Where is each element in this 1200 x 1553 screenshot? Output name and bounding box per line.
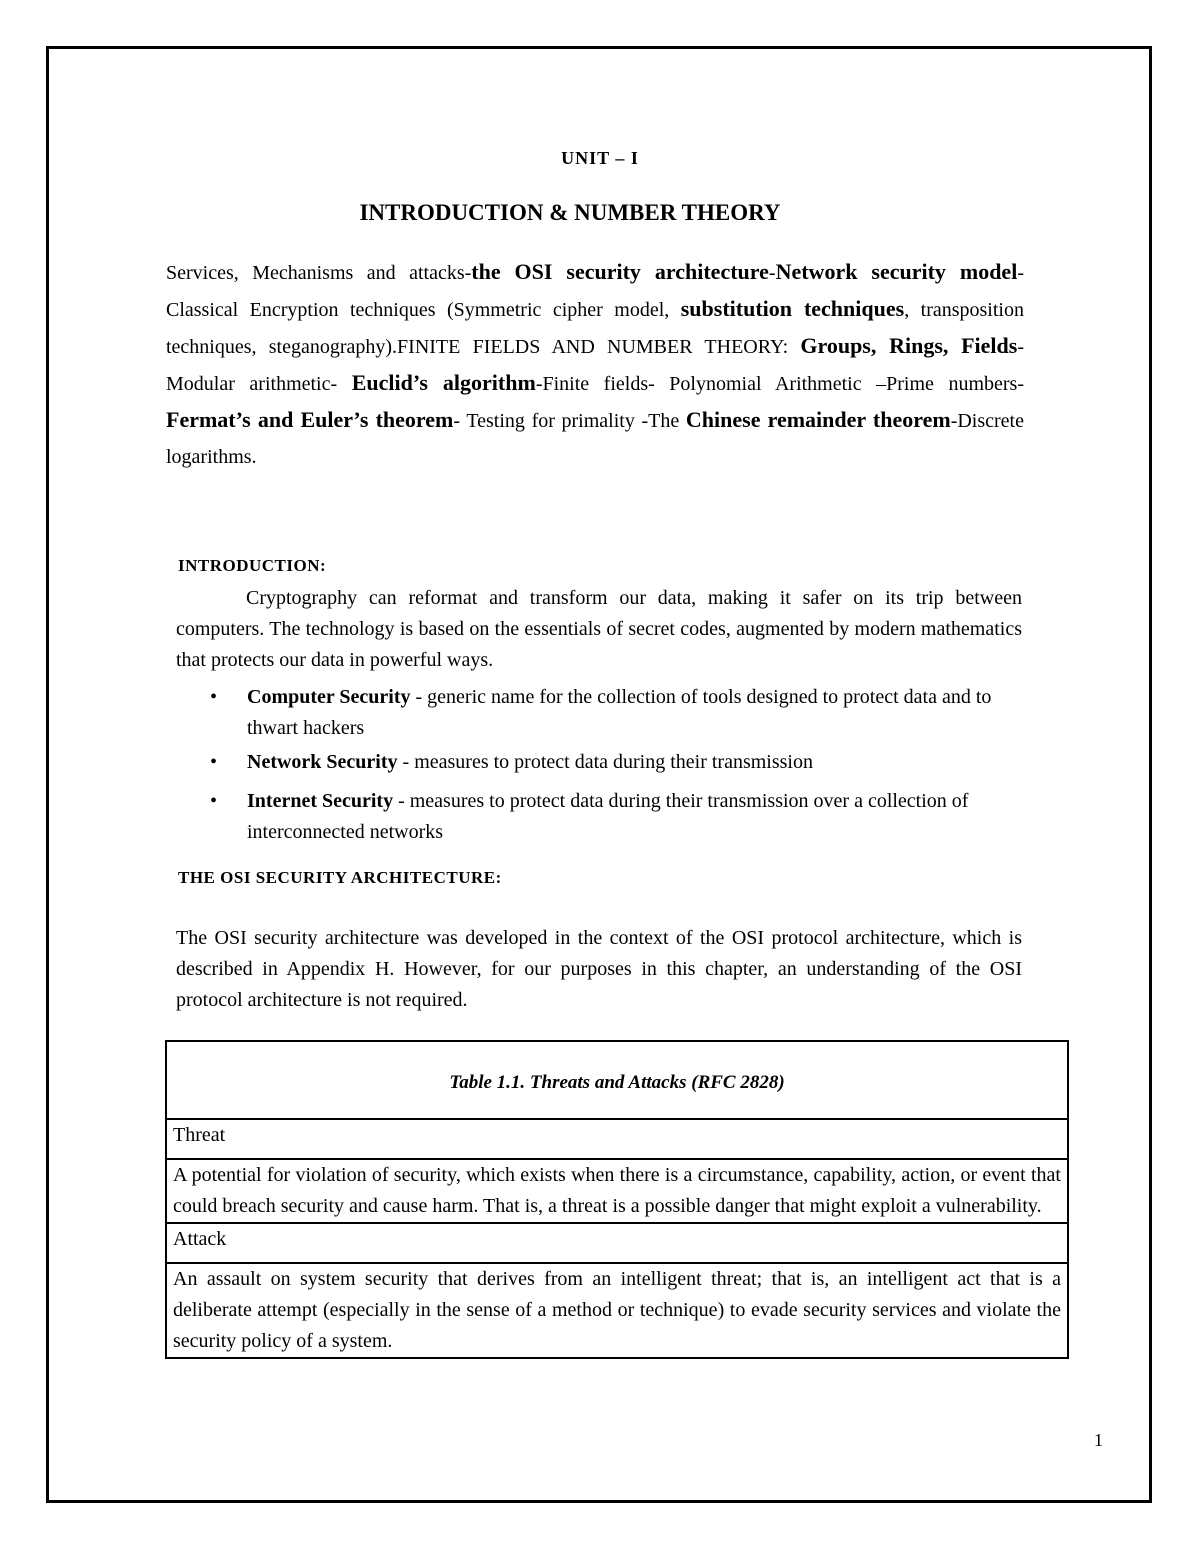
page-number: 1: [1094, 1430, 1103, 1450]
syllabus-topic: substitution techniques: [680, 296, 905, 321]
table-term-cell: Threat: [166, 1119, 1068, 1159]
syllabus-text: -: [768, 262, 776, 284]
syllabus-text: Services, Mechanisms and attacks-: [166, 262, 472, 284]
bullet-icon: •: [210, 686, 218, 708]
syllabus-topic: Network security model: [775, 259, 1018, 284]
table-row: [166, 1223, 1068, 1263]
unit-title: UNIT – I: [561, 148, 639, 168]
table-caption: Table 1.1. Threats and Attacks (RFC 2828): [166, 1041, 1068, 1119]
osi-paragraph: The OSI security architecture was developed in the context of the OSI protocol architecture, which is described in Appendix H. However, for our purposes in this chapter, an understanding of the OSI protocol architecture is not required.: [176, 927, 1022, 1011]
syllabus-paragraph: [166, 254, 1024, 475]
list-item: [176, 682, 1022, 744]
table-row: [166, 1119, 1068, 1159]
page-title: INTRODUCTION & NUMBER THEORY: [359, 200, 781, 225]
syllabus-text: - Testing for primality -The: [453, 410, 686, 432]
bullet-icon: •: [210, 751, 218, 773]
syllabus-topic: the OSI security architecture: [471, 259, 769, 284]
table-definition-cell: An assault on system security that derives from an intelligent threat; that is, an intelligent act that is a deliberate attempt (especially in the sense of a method or technique) to evade security services and violate the security policy of a system.: [166, 1263, 1068, 1358]
list-item-term: Internet Security: [247, 790, 394, 812]
syllabus-text: -Classical Encryption techniques (Symmetric cipher model,: [166, 262, 1024, 321]
syllabus-text: -Discrete logarithms.: [166, 410, 1024, 468]
list-item: [176, 786, 1022, 848]
syllabus-text: -Modular arithmetic-: [166, 336, 1024, 395]
syllabus-topic: Euclid’s algorithm: [351, 370, 536, 395]
bullet-icon: •: [210, 790, 218, 812]
table-definition-cell: A potential for violation of security, which exists when there is a circumstance, capability, action, or event that could breach security and cause harm. That is, a threat is a possible danger that might exploit a vulnerability.: [166, 1159, 1068, 1223]
syllabus-text: , transposition techniques, steganography).FINITE FIELDS AND NUMBER THEORY:: [166, 299, 1024, 358]
security-types-list: [176, 682, 1022, 851]
list-item-text: - generic name for the collection of tools designed to protect data and to thwart hackers: [247, 686, 992, 739]
list-item-text: - measures to protect data during their transmission over a collection of interconnected networks: [247, 790, 969, 843]
table-caption-row: [166, 1041, 1068, 1119]
syllabus-text: -Finite fields- Polynomial Arithmetic –Prime numbers-: [535, 373, 1024, 395]
table-row: [166, 1263, 1068, 1358]
table-row: [166, 1159, 1068, 1223]
list-item-term: Computer Security: [247, 686, 411, 708]
syllabus-topic: Fermat’s and Euler’s theorem: [166, 407, 454, 432]
table-term-cell: Attack: [166, 1223, 1068, 1263]
list-item-term: Network Security: [247, 751, 398, 773]
introduction-paragraph: Cryptography can reformat and transform our data, making it safer on its trip between computers. The technology is based on the essentials of secret codes, augmented by modern mathematics that protects our data in powerful ways.: [176, 587, 1022, 671]
threats-attacks-table: [165, 1040, 1069, 1359]
list-item: [176, 747, 1022, 778]
introduction-heading: INTRODUCTION:: [178, 556, 327, 575]
syllabus-topic: Chinese remainder theorem: [685, 407, 951, 432]
list-item-text: - measures to protect data during their transmission: [397, 751, 813, 773]
osi-heading: THE OSI SECURITY ARCHITECTURE:: [178, 868, 502, 887]
syllabus-topic: Groups, Rings, Fields: [800, 333, 1018, 358]
